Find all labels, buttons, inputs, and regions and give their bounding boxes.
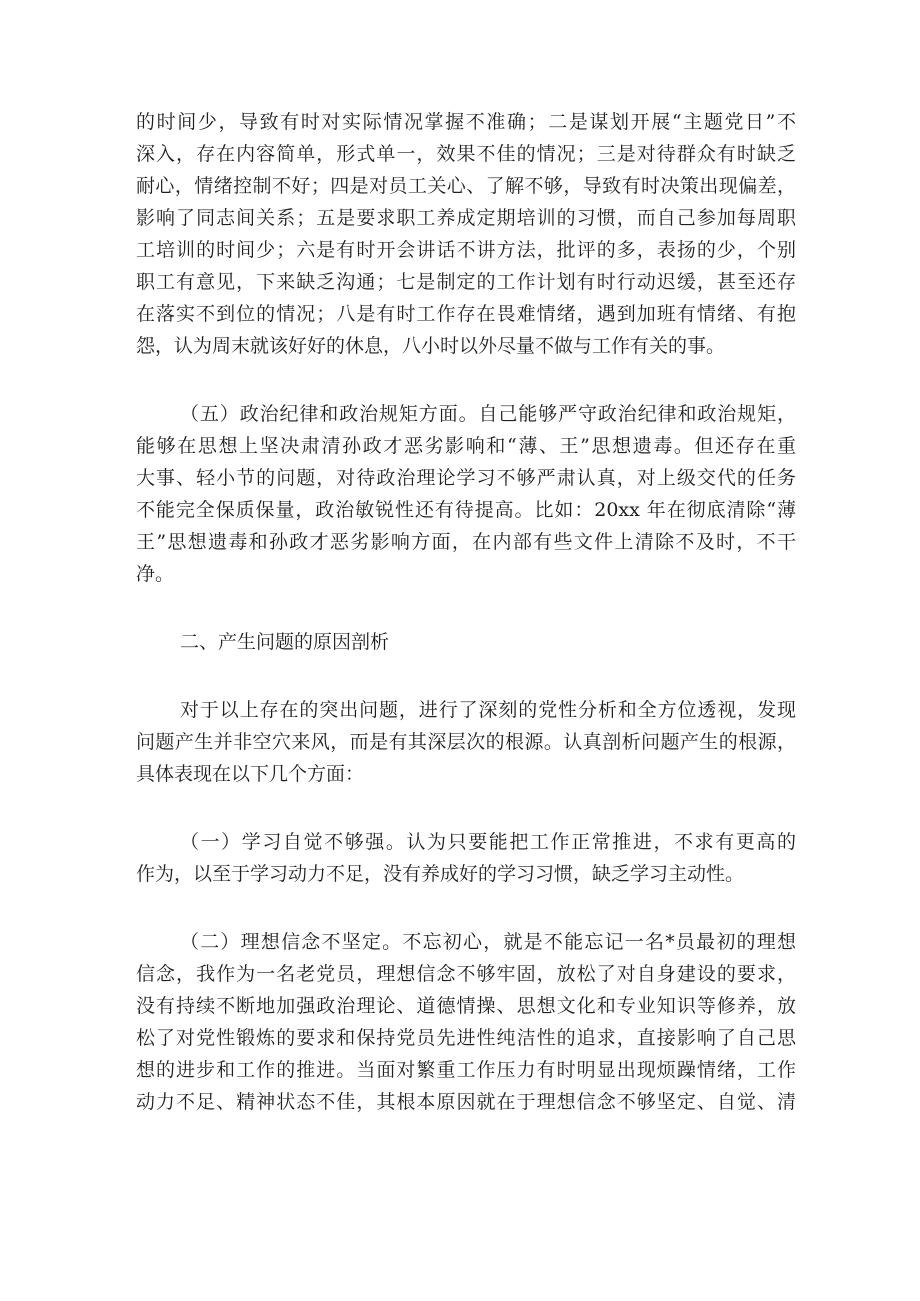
text-line: 动力不足、精神状态不佳，其根本原因就在于理想信念不够坚定、自觉、清	[136, 1091, 796, 1113]
text-line: （二）理想信念不坚定。不忘初心，就是不能忘记一名*员最初的理想	[180, 931, 796, 953]
text-line: 的时间少，导致有时对实际情况掌握不准确；二是谋划开展“主题党日”不	[136, 111, 796, 133]
section-heading	[136, 626, 796, 658]
paragraph-cause-intro	[136, 694, 796, 790]
text-line: 职工有意见，下来缺乏沟通；七是制定的工作计划有时行动迟缓，甚至还存	[136, 271, 796, 293]
text-line: 工培训的时间少；六是有时开会讲话不讲方法，批评的多，表扬的少，个别	[136, 239, 796, 261]
text-line: 深入，存在内容简单，形式单一，效果不佳的情况；三是对待群众有时缺乏	[136, 143, 796, 165]
text-line: 怨，认为周末就该好好的休息，八小时以外尽量不做与工作有关的事。	[136, 335, 726, 357]
paragraph-cause-study	[136, 826, 796, 890]
text-line: 在落实不到位的情况；八是有时工作存在畏难情绪，遇到加班有情绪、有抱	[136, 303, 796, 325]
text-line: 问题产生并非空穴来风，而是有其深层次的根源。认真剖析问题产生的根源，	[136, 731, 796, 753]
document-body	[136, 106, 796, 1118]
heading-text: 二、产生问题的原因剖析	[180, 631, 390, 653]
text-line: 没有持续不断地加强政治理论、道德情操、思想文化和专业知识等修养，放	[136, 995, 796, 1017]
text-line: 具体表现在以下几个方面：	[136, 763, 365, 785]
text-line: 作为，以至于学习动力不足，没有养成好的学习习惯，缺乏学习主动性。	[136, 863, 745, 885]
text-line: 大事、轻小节的问题，对待政治理论学习不够严肃认真，对上级交代的任务	[136, 467, 796, 489]
text-line: 能够在思想上坚决肃清孙政才恶劣影响和“薄、王”思想遗毒。但还存在重	[136, 435, 796, 457]
text-line: 信念，我作为一名老党员，理想信念不够牢固，放松了对自身建设的要求，	[136, 963, 796, 985]
paragraph-cause-belief	[136, 926, 796, 1118]
text-line: 想的进步和工作的推进。当面对繁重工作压力有时明显出现烦躁情绪，工作	[136, 1059, 796, 1081]
text-line: （一）学习自觉不够强。认为只要能把工作正常推进，不求有更高的	[180, 831, 796, 853]
text-line: 对于以上存在的突出问题，进行了深刻的党性分析和全方位透视，发现	[180, 699, 796, 721]
text-line: 王”思想遗毒和孙政才恶劣影响方面，在内部有些文件上清除不及时，不干	[136, 531, 796, 553]
text-line: （五）政治纪律和政治规矩方面。自己能够严守政治纪律和政治规矩，	[180, 403, 796, 425]
text-line: 影响了同志间关系；五是要求职工养成定期培训的习惯，而自己参加每周职	[136, 207, 796, 229]
paragraph-problems-list	[136, 106, 796, 362]
text-line: 松了对党性锻炼的要求和保持党员先进性纯洁性的追求，直接影响了自己思	[136, 1027, 796, 1049]
text-line: 净。	[136, 563, 175, 585]
text-line: 不能完全保质保量，政治敏锐性还有待提高。比如：20xx 年在彻底清除“薄	[136, 499, 796, 521]
text-line: 耐心，情绪控制不好；四是对员工关心、了解不够，导致有时决策出现偏差，	[136, 175, 796, 197]
paragraph-political-discipline	[136, 398, 796, 590]
